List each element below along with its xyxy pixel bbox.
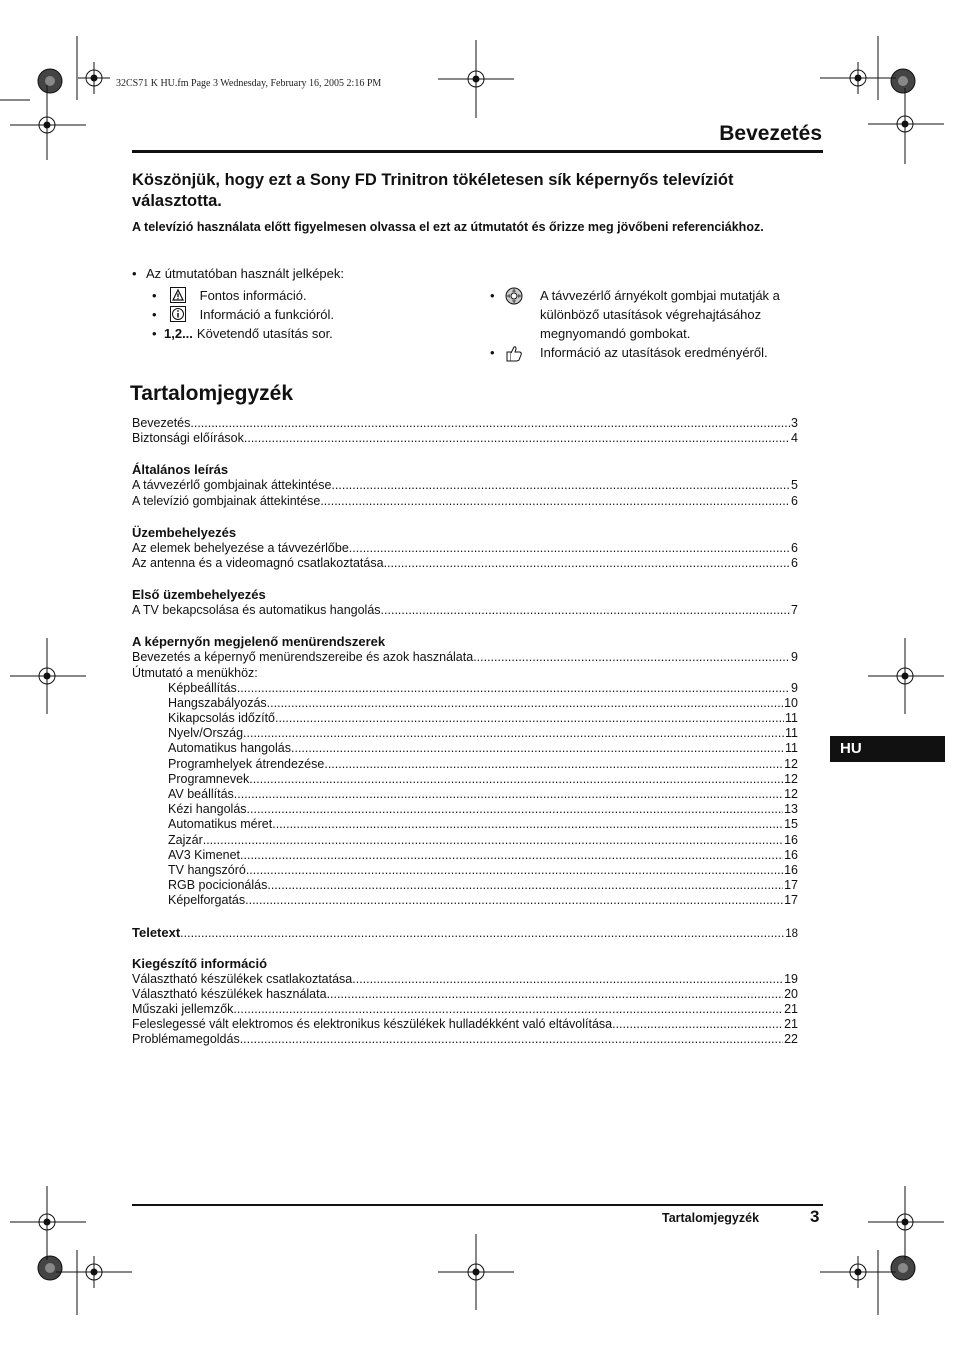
toc-entry <box>132 787 798 802</box>
toc-entry <box>132 833 798 848</box>
toc-entry-title: Programhelyek átrendezése <box>168 756 325 771</box>
section-title: Bevezetés <box>719 122 822 145</box>
toc-leader-dots <box>180 926 784 941</box>
toc-leader-dots <box>249 772 783 787</box>
toc-leader-dots <box>381 603 791 618</box>
toc-leader-dots <box>237 681 790 696</box>
toc-entry-title: RGB pocicionálás <box>168 878 268 893</box>
toc-entry-title: Biztonsági előírások <box>132 431 244 446</box>
toc-entry <box>132 741 798 756</box>
file-info-header: 32CS71 K HU.fm Page 3 Wednesday, February 16, 2005 2:16 PM <box>116 78 382 89</box>
toc-group-heading: Első üzembehelyezés <box>132 587 266 603</box>
toc-spacer <box>132 940 798 956</box>
toc-entry-page: 13 <box>784 802 798 817</box>
toc-leader-dots <box>612 1017 783 1032</box>
top-rule <box>132 150 823 153</box>
warning-icon <box>170 287 186 303</box>
toc-entry <box>132 416 798 431</box>
toc-spacer <box>132 571 798 587</box>
toc-leader-dots <box>384 556 790 571</box>
toc-entry-page: 17 <box>784 893 798 908</box>
toc-leader-dots <box>324 757 783 772</box>
toc-entry-title: Választható készülékek használata <box>132 986 327 1001</box>
toc-entry-title: TV hangszóró <box>168 862 246 877</box>
toc-entry <box>132 972 798 987</box>
toc-spacer <box>132 446 798 462</box>
toc-group-heading: Üzembehelyezés <box>132 524 237 540</box>
toc-entry-page: 17 <box>784 878 798 893</box>
toc-leader-dots <box>244 431 790 446</box>
toc-entry <box>132 494 798 509</box>
toc-leader-dots <box>247 802 784 817</box>
toc-entry <box>132 541 798 556</box>
page-number: 3 <box>810 1207 820 1226</box>
toc-leader-dots <box>272 817 783 832</box>
symbol-item: • Információ a funkcióról. <box>152 307 335 322</box>
toc-leader-dots <box>267 696 783 711</box>
toc-entry-title: Választható készülékek csatlakoztatása <box>132 971 353 986</box>
toc-entry-page: 16 <box>784 847 798 862</box>
toc-leader-dots <box>327 987 784 1002</box>
symbol-item: • A távvezérlő árnyékolt gombjai mutatják a különböző utasítások végrehajtásához megnyomandó gombokat. <box>490 288 780 341</box>
toc-entry-title: Zajzár <box>168 832 203 847</box>
toc-entry-page: 11 <box>785 711 798 726</box>
toc-entry <box>132 925 798 940</box>
toc-leader-dots <box>320 494 790 509</box>
toc-entry-page: 4 <box>791 431 798 446</box>
bottom-rule <box>132 1204 823 1206</box>
table-of-contents <box>132 416 798 1048</box>
toc-entry-page: 9 <box>791 650 798 665</box>
symbol-item: • 1,2... Követendő utasítás sor. <box>152 326 333 341</box>
toc-spacer <box>132 509 798 525</box>
toc-leader-dots <box>245 893 783 908</box>
toc-leader-dots <box>243 726 784 741</box>
toc-entry <box>132 603 798 618</box>
symbols-intro: • Az útmutatóban használt jelképek: <box>132 266 345 281</box>
toc-entry <box>132 556 798 571</box>
toc-entry <box>132 848 798 863</box>
toc-group-heading: Kiegészítő információ <box>132 955 268 971</box>
toc-spacer <box>132 618 798 634</box>
language-tab: HU <box>830 736 945 762</box>
toc-entry <box>132 650 798 665</box>
toc-entry-title: Problémamegoldás <box>132 1032 240 1047</box>
toc-entry <box>132 772 798 787</box>
toc-entry-title: Bevezetés a képernyő menürendszereibe és azok használata <box>132 650 474 665</box>
toc-entry-title: Nyelv/Ország <box>168 726 244 741</box>
toc-entry-page: 12 <box>784 771 798 786</box>
toc-entry-title: Hangszabályozás <box>168 695 267 710</box>
toc-entry <box>132 757 798 772</box>
toc-leader-dots <box>240 848 783 863</box>
toc-entry-page: 6 <box>791 493 798 508</box>
toc-entry-page: 3 <box>791 416 798 430</box>
toc-entry-title: Műszaki jellemzők <box>132 1002 234 1017</box>
toc-entry-page: 12 <box>784 787 798 801</box>
toc-leader-dots <box>234 787 783 802</box>
toc-entry-title: Teletext <box>132 924 181 940</box>
toc-entry-title: Feleslegessé vált elektromos és elektronikus készülékek hulladékként való eltávolítása <box>132 1017 613 1032</box>
intro-text: A televízió használata előtt figyelmesen olvassa el ezt az útmutatót és őrizze meg jövőbeni referenciákhoz. <box>132 220 764 234</box>
toc-entry-page: 20 <box>784 986 798 1001</box>
toc-leader-dots <box>291 741 784 756</box>
toc-title: Tartalomjegyzék <box>130 382 294 405</box>
toc-entry <box>132 1017 798 1032</box>
bullet: • <box>132 266 137 281</box>
toc-group-heading: Általános leírás <box>132 462 229 478</box>
toc-entry-page: 15 <box>784 817 798 832</box>
toc-entry-title: Az elemek behelyezése a távvezérlőbe <box>132 540 349 555</box>
symbols-right-list <box>490 286 780 363</box>
toc-entry <box>132 431 798 446</box>
toc-entry <box>132 987 798 1002</box>
toc-entry-title: Kikapcsolás időzítő <box>168 711 276 726</box>
toc-entry-page: 9 <box>791 680 798 695</box>
toc-entry-page: 11 <box>785 726 798 741</box>
footer-label: Tartalomjegyzék <box>662 1211 760 1225</box>
toc-entry-title: A TV bekapcsolása és automatikus hangolás <box>132 603 381 618</box>
toc-entry-page: 7 <box>791 603 798 618</box>
toc-entry-page: 6 <box>791 555 798 570</box>
toc-entry-page: 16 <box>784 862 798 877</box>
toc-leader-dots <box>267 878 783 893</box>
toc-entry-page: 16 <box>784 832 798 847</box>
toc-entry-title: Automatikus hangolás <box>168 741 291 756</box>
toc-entry-page: 5 <box>791 478 798 493</box>
toc-leader-dots <box>331 478 790 493</box>
toc-entry-title: Programnevek <box>168 771 250 786</box>
thumbs-up-icon <box>504 343 524 363</box>
toc-entry <box>132 878 798 893</box>
toc-entry-title: Képbeállítás <box>168 680 237 695</box>
remote-buttons-icon <box>504 286 524 306</box>
toc-group-heading: A képernyőn megjelenő menürendszerek <box>132 634 386 650</box>
toc-leader-dots <box>203 833 783 848</box>
toc-leader-dots <box>275 711 784 726</box>
toc-leader-dots <box>246 863 783 878</box>
toc-entry-page: 6 <box>791 540 798 555</box>
toc-entry <box>132 1032 798 1047</box>
toc-entry <box>132 726 798 741</box>
info-icon <box>170 306 186 322</box>
toc-leader-dots <box>240 1032 783 1047</box>
toc-leader-dots <box>473 650 790 665</box>
toc-entry-page: 21 <box>784 1017 798 1032</box>
toc-entry-title: Képelforgatás <box>168 893 246 908</box>
toc-entry-title: Kézi hangolás <box>168 802 247 817</box>
toc-entry-title: A távvezérlő gombjainak áttekintése <box>132 478 332 493</box>
toc-entry-page: 19 <box>784 971 798 986</box>
toc-entry <box>132 711 798 726</box>
toc-entry <box>132 696 798 711</box>
toc-entry <box>132 666 798 681</box>
toc-entry-page: 22 <box>784 1032 798 1047</box>
toc-entry <box>132 802 798 817</box>
toc-entry <box>132 863 798 878</box>
toc-leader-dots <box>352 972 783 987</box>
toc-entry-title: Automatikus méret <box>168 817 273 832</box>
toc-entry <box>132 478 798 493</box>
toc-entry-title: Útmutató a menükhöz: <box>132 665 258 680</box>
toc-leader-dots <box>233 1002 783 1017</box>
toc-entry-title: A televízió gombjainak áttekintése <box>132 493 321 508</box>
toc-entry-title: Az antenna és a videomagnó csatlakoztatása <box>132 555 384 570</box>
symbols-left-list <box>152 286 334 343</box>
toc-entry-title: AV beállítás <box>168 787 234 801</box>
step-sequence-prefix: 1,2... <box>164 326 193 341</box>
toc-entry-title: AV3 Kimenet <box>168 847 241 862</box>
intro-title: Köszönjük, hogy ezt a Sony FD Trinitron tökéletesen sík képernyős televíziót választotta. <box>132 171 734 210</box>
symbol-item: • Fontos információ. <box>152 288 307 303</box>
toc-leader-dots <box>349 541 790 556</box>
toc-entry-page: 21 <box>784 1002 798 1017</box>
toc-spacer <box>132 909 798 925</box>
symbol-item: • Információ az utasítások eredményéről. <box>490 343 780 363</box>
toc-entry-title: Bevezetés <box>132 416 191 430</box>
toc-entry <box>132 893 798 908</box>
toc-entry-page: 18 <box>785 927 798 940</box>
toc-entry <box>132 817 798 832</box>
toc-leader-dots <box>190 416 790 431</box>
toc-entry <box>132 1002 798 1017</box>
toc-entry-page: 10 <box>784 695 798 710</box>
toc-entry <box>132 681 798 696</box>
toc-entry-page: 12 <box>784 756 798 771</box>
toc-entry-page: 11 <box>785 741 798 756</box>
